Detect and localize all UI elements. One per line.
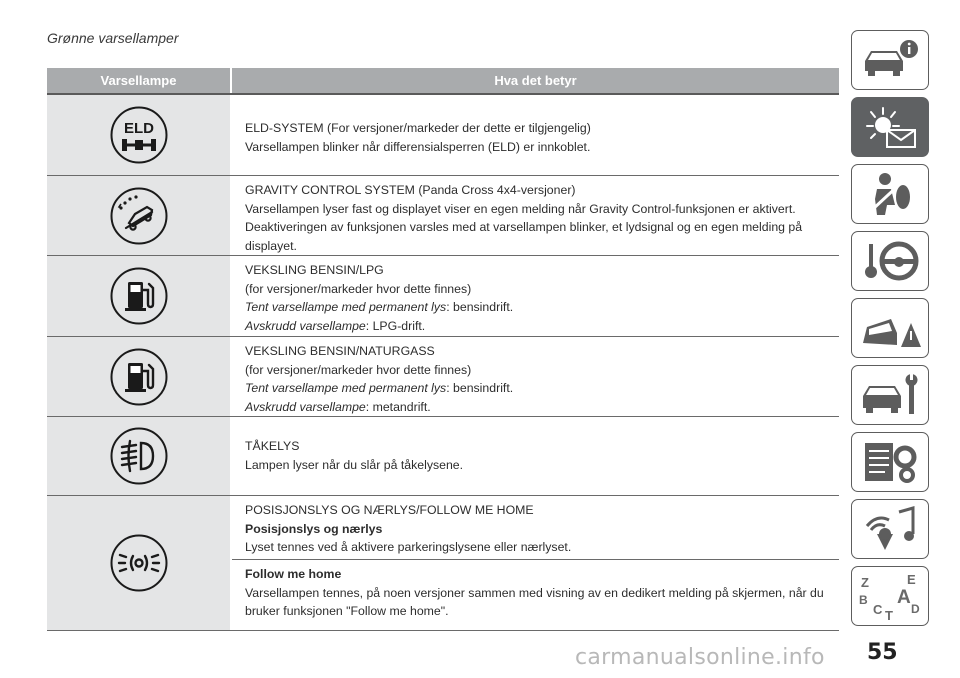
eld-icon xyxy=(109,105,169,165)
maintenance-icon xyxy=(857,370,923,420)
index-letter: A xyxy=(897,587,911,608)
row-subheading xyxy=(245,565,839,584)
index-icon xyxy=(857,571,923,621)
row-title: POSISJONSLYS OG NÆRLYS/FOLLOW ME HOME xyxy=(245,503,534,517)
tab-maintenance[interactable] xyxy=(851,365,929,425)
fuel-cng-icon xyxy=(109,347,169,407)
row-state-off xyxy=(245,317,839,336)
tab-warning-lights[interactable] xyxy=(851,97,929,157)
row-title: ELD-SYSTEM (For versjoner/markeder der dette er tilgjengelig) xyxy=(245,121,591,135)
state-label: Tent varsellampe med permanent lys xyxy=(245,300,447,314)
row-title: TÅKELYS xyxy=(245,439,300,453)
warning-lights-table xyxy=(47,68,839,631)
row-text xyxy=(232,337,839,416)
row-description: Lyset tennes ved å aktivere parkeringslysene eller nærlyset. xyxy=(245,540,572,554)
index-letter: Z xyxy=(861,575,869,590)
row-subheading xyxy=(245,520,839,539)
table-row xyxy=(47,417,839,496)
row-text xyxy=(232,256,839,336)
tab-multimedia[interactable] xyxy=(851,499,929,559)
row-description: Varsellampen blinker når differensialsperren (ELD) er innkoblet. xyxy=(245,139,591,154)
row-description: Varsellampen lyser fast og displayet viser en egen melding når Gravity Control-funksjonen er aktivert. xyxy=(245,201,796,216)
car-info-icon xyxy=(857,35,923,85)
index-letter: T xyxy=(885,608,893,621)
multimedia-icon xyxy=(857,504,923,554)
icon-cell xyxy=(47,496,232,630)
position-lights-section xyxy=(232,496,839,559)
fog-light-icon xyxy=(109,426,169,486)
row-state-on xyxy=(245,379,839,398)
index-letter: D xyxy=(911,602,920,616)
table-row xyxy=(47,256,839,337)
state-label: Avskrudd varsellampe xyxy=(245,318,366,333)
table-header xyxy=(47,68,839,95)
state-label: Avskrudd varsellampe xyxy=(245,399,366,414)
index-letter: C xyxy=(873,602,883,617)
page-number: 55 xyxy=(867,640,898,665)
gravity-control-icon xyxy=(109,186,169,246)
row-subtitle: (for versjoner/markeder hvor dette finnes) xyxy=(245,362,472,377)
row-title: VEKSLING BENSIN/NATURGASS xyxy=(245,344,435,358)
icon-cell xyxy=(47,417,232,495)
header-warning-lamp: Varsellampe xyxy=(47,68,232,93)
tab-emergency[interactable] xyxy=(851,298,929,358)
fuel-lpg-icon xyxy=(109,266,169,326)
row-description: Varsellampen tennes, på noen versjoner sammen med visning av en dedikert melding på skjermen, når du bruker funksjonen "Follow me home". xyxy=(245,585,824,618)
row-description: Lampen lyser når du slår på tåkelysene. xyxy=(245,457,464,472)
tab-starting-driving[interactable] xyxy=(851,231,929,291)
chapter-tabs xyxy=(851,30,929,633)
row-text xyxy=(232,95,839,175)
icon-cell xyxy=(47,337,232,416)
row-state-off xyxy=(245,398,839,417)
safety-airbag-icon xyxy=(857,169,923,219)
subheading-text: Posisjonslys og nærlys xyxy=(245,521,383,536)
tab-safety[interactable] xyxy=(851,164,929,224)
state-value: : LPG-drift. xyxy=(365,318,426,333)
technical-data-icon xyxy=(857,437,923,487)
icon-cell xyxy=(47,176,232,255)
index-letter: B xyxy=(859,593,868,607)
header-meaning: Hva det betyr xyxy=(494,73,577,88)
subheading-text: Follow me home xyxy=(245,567,342,581)
steering-key-icon xyxy=(857,236,923,286)
index-letter: E xyxy=(907,572,916,587)
state-label: Tent varsellampe med permanent lys xyxy=(245,381,447,395)
tab-technical-data[interactable] xyxy=(851,432,929,492)
position-lights-icon xyxy=(109,533,169,593)
row-description: Deaktiveringen av funksjonen varsles med at varsellampen blinker, et lydsignal og en egen melding på displayet. xyxy=(245,220,803,253)
row-text xyxy=(232,417,839,495)
row-title: GRAVITY CONTROL SYSTEM (Panda Cross 4x4-versjoner) xyxy=(245,183,576,197)
table-row xyxy=(47,95,839,176)
state-value: : bensindrift. xyxy=(446,300,514,314)
follow-me-home-section xyxy=(232,559,839,626)
table-row xyxy=(47,176,839,256)
row-subtitle: (for versjoner/markeder hvor dette finnes) xyxy=(245,281,472,296)
row-text xyxy=(232,176,839,255)
row-title: VEKSLING BENSIN/LPG xyxy=(245,263,384,277)
watermark: carmanualsonline.info xyxy=(575,645,825,670)
icon-cell xyxy=(47,256,232,336)
emergency-icon xyxy=(857,303,923,353)
table-row xyxy=(47,337,839,417)
state-value: : bensindrift. xyxy=(446,381,514,395)
state-value: : metandrift. xyxy=(365,399,431,414)
icon-cell xyxy=(47,95,232,175)
row-text xyxy=(232,496,839,630)
section-title: Grønne varsellamper xyxy=(47,30,179,46)
warning-lights-icon xyxy=(857,102,923,152)
row-state-on xyxy=(245,298,839,317)
tab-index[interactable] xyxy=(851,566,929,626)
eld-label: ELD xyxy=(123,120,154,137)
tab-car-info[interactable] xyxy=(851,30,929,90)
table-row xyxy=(47,496,839,631)
